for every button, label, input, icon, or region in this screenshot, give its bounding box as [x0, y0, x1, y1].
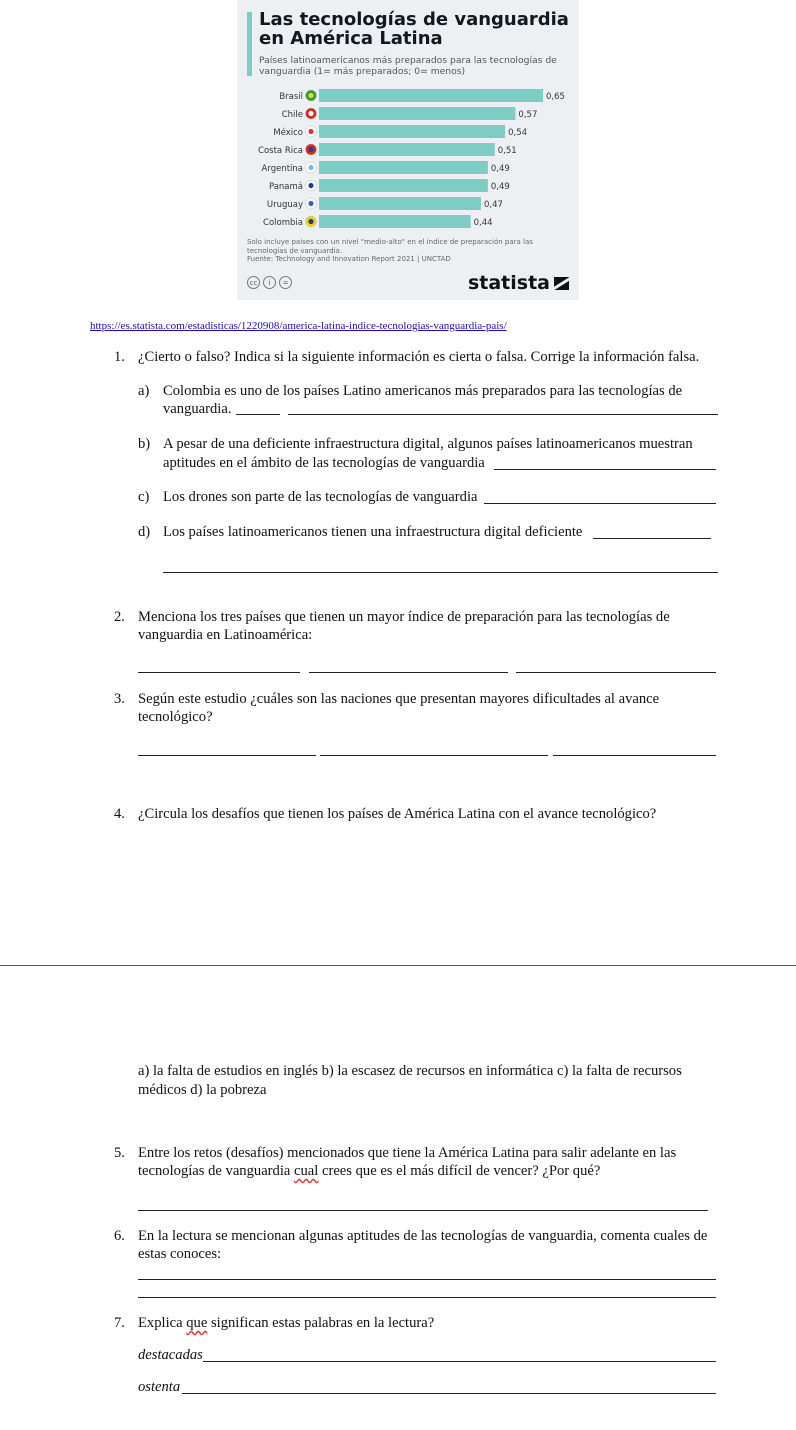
bar — [319, 161, 488, 174]
q4-number: 4. — [114, 806, 125, 822]
q6-answer-line-1[interactable] — [138, 1279, 716, 1280]
q7-answer-line-1[interactable] — [203, 1361, 716, 1362]
category-label: Uruguay — [266, 200, 303, 210]
q1c-answer-line[interactable] — [484, 503, 716, 504]
q1c-text: Los drones son parte de las tecnologías de vanguardia — [163, 489, 478, 505]
q1a-text-line1: Colombia es uno de los países Latino americanos más preparados para las tecnologías de — [163, 383, 683, 399]
q5-number: 5. — [114, 1145, 125, 1161]
statista-wordmark: statista — [467, 272, 550, 294]
q5-text-part-c: crees que es el más difícil de vencer? ¿Por qué? — [318, 1163, 601, 1179]
page-break-divider — [0, 965, 796, 966]
value-label: 0,44 — [473, 218, 493, 228]
q1b-label: b) — [138, 436, 151, 452]
bar — [319, 125, 505, 138]
value-label: 0,49 — [490, 182, 510, 192]
value-label: 0,51 — [497, 146, 517, 156]
q5-spellcheck-word: cual — [294, 1163, 319, 1179]
bar — [319, 89, 543, 102]
q4-options-line2[interactable]: médicos d) la pobreza — [138, 1082, 267, 1098]
q1d-label: d) — [138, 524, 151, 540]
statista-chart-card — [237, 0, 579, 300]
flag-chile-icon — [306, 108, 317, 119]
flag-argentina-icon — [306, 162, 317, 173]
q5-text-line1: Entre los retos (desafíos) mencionados que tiene la América Latina para salir adelante en las — [138, 1145, 677, 1161]
q5-text-line2 — [138, 1162, 600, 1180]
statista-logo[interactable] — [468, 272, 569, 294]
q7-word-destacadas: destacadas — [138, 1347, 203, 1363]
q2-number: 2. — [114, 609, 125, 625]
q1-number: 1. — [114, 349, 125, 365]
category-label: Brasil — [279, 92, 303, 102]
q7-word-ostenta: ostenta — [138, 1379, 181, 1395]
q3-answer-line-2[interactable] — [320, 755, 548, 756]
q6-answer-line-2[interactable] — [138, 1297, 716, 1298]
q1b-text-line2: aptitudes en el ámbito de las tecnologías de vanguardia — [163, 455, 485, 471]
chart-title: Las tecnologías de vanguardia en América Latina — [259, 9, 569, 49]
q2-text-line2: vanguardia en Latinoamérica: — [138, 627, 313, 643]
q7-text-part-c: significan estas palabras en la lectura? — [207, 1315, 435, 1331]
bar — [319, 197, 481, 210]
q4-options-line1[interactable]: a) la falta de estudios en inglés b) la escasez de recursos en informática c) la falta de recursos — [138, 1063, 682, 1079]
q3-text-line2: tecnológico? — [138, 709, 213, 725]
q1a-answer-line-short[interactable] — [236, 414, 280, 415]
q1a-label: a) — [138, 383, 150, 399]
q3-answer-line-3[interactable] — [553, 755, 716, 756]
q5-text-part-a: tecnologías de vanguardia — [138, 1163, 295, 1179]
q3-number: 3. — [114, 691, 125, 707]
q6-number: 6. — [114, 1228, 125, 1244]
bar — [319, 215, 471, 228]
chart-source: Fuente: Technology and Innovation Report 2021 | UNCTAD — [247, 255, 451, 264]
q1b-text-line1: A pesar de una deficiente infraestructura digital, algunos países latinoamericanos muestran — [163, 436, 693, 452]
category-label: Argentina — [261, 164, 303, 174]
chart-footnote — [247, 238, 567, 264]
value-label: 0,47 — [483, 200, 503, 210]
q3-text-line1: Según este estudio ¿cuáles son las naciones que presentan mayores dificultades al avance — [138, 691, 660, 707]
category-label: Costa Rica — [258, 146, 303, 156]
category-label: Panamá — [268, 182, 303, 192]
flag-mexico-icon — [306, 126, 317, 137]
source-link[interactable]: https://es.statista.com/estadisticas/1220908/america-latina-indice-tecnologias-vanguardia-pais/ — [90, 320, 507, 332]
bar — [319, 107, 515, 120]
license-icons[interactable] — [247, 276, 292, 289]
category-label: Chile — [281, 110, 303, 120]
q1d-answer-line[interactable] — [593, 538, 711, 539]
q2-answer-line-2[interactable] — [309, 672, 508, 673]
bar — [319, 179, 488, 192]
q2-answer-line-1[interactable] — [138, 672, 300, 673]
flag-brazil-icon — [306, 90, 317, 101]
flag-uruguay-icon — [306, 198, 317, 209]
q1a-answer-line[interactable] — [288, 414, 718, 415]
flag-panama-icon — [306, 180, 317, 191]
q1d-text: Los países latinoamericanos tienen una infraestructura digital deficiente — [163, 524, 583, 540]
flag-colombia-icon — [306, 216, 317, 227]
q1c-label: c) — [138, 489, 150, 505]
q1d-answer-line-2[interactable] — [163, 572, 718, 573]
value-label: 0,57 — [518, 110, 538, 120]
q2-text-line1: Menciona los tres países que tienen un mayor índice de preparación para las tecnologías de — [138, 609, 670, 625]
bar-chart — [237, 84, 579, 234]
nd-icon: = — [279, 276, 292, 289]
category-label: Colombia — [263, 218, 303, 228]
by-icon: i — [263, 276, 276, 289]
q7-text — [138, 1314, 434, 1332]
statista-mark-icon — [554, 277, 569, 290]
q7-text-part-a: Explica — [138, 1315, 187, 1331]
value-label: 0,49 — [490, 164, 510, 174]
q7-number: 7. — [114, 1315, 125, 1331]
cc-icon: cc — [247, 276, 260, 289]
q1a-text-line2: vanguardia. — [163, 401, 232, 417]
value-label: 0,65 — [546, 92, 565, 102]
q5-answer-line[interactable] — [138, 1210, 708, 1211]
q4-text: ¿Circula los desafíos que tienen los países de América Latina con el avance tecnológico? — [138, 806, 657, 822]
q6-text-line2: estas conoces: — [138, 1246, 222, 1262]
value-label: 0,54 — [508, 128, 528, 138]
q6-text-line1: En la lectura se mencionan algunas aptitudes de las tecnologías de vanguardia, comenta cuales de — [138, 1228, 708, 1244]
q7-spellcheck-word: que — [186, 1315, 208, 1331]
q3-answer-line-1[interactable] — [138, 755, 316, 756]
q1-text: ¿Cierto o falso? Indica si la siguiente información es cierta o falsa. Corrige la información falsa. — [138, 349, 700, 365]
chart-note: Solo incluye países con un nivel "medio-alto" en el índice de preparación para las tecnologías de vanguardia. — [247, 238, 533, 255]
category-label: México — [273, 128, 303, 138]
flag-costa-rica-icon — [306, 144, 317, 155]
chart-subtitle: Países latinoamericanos más preparados para las tecnologías de vanguardia (1= más preparados; 0= menos) — [259, 55, 557, 77]
bar — [319, 143, 495, 156]
q7-answer-line-2[interactable] — [182, 1393, 716, 1394]
title-accent-bar — [247, 12, 252, 76]
q2-answer-line-3[interactable] — [516, 672, 716, 673]
q1b-answer-line[interactable] — [494, 469, 716, 470]
